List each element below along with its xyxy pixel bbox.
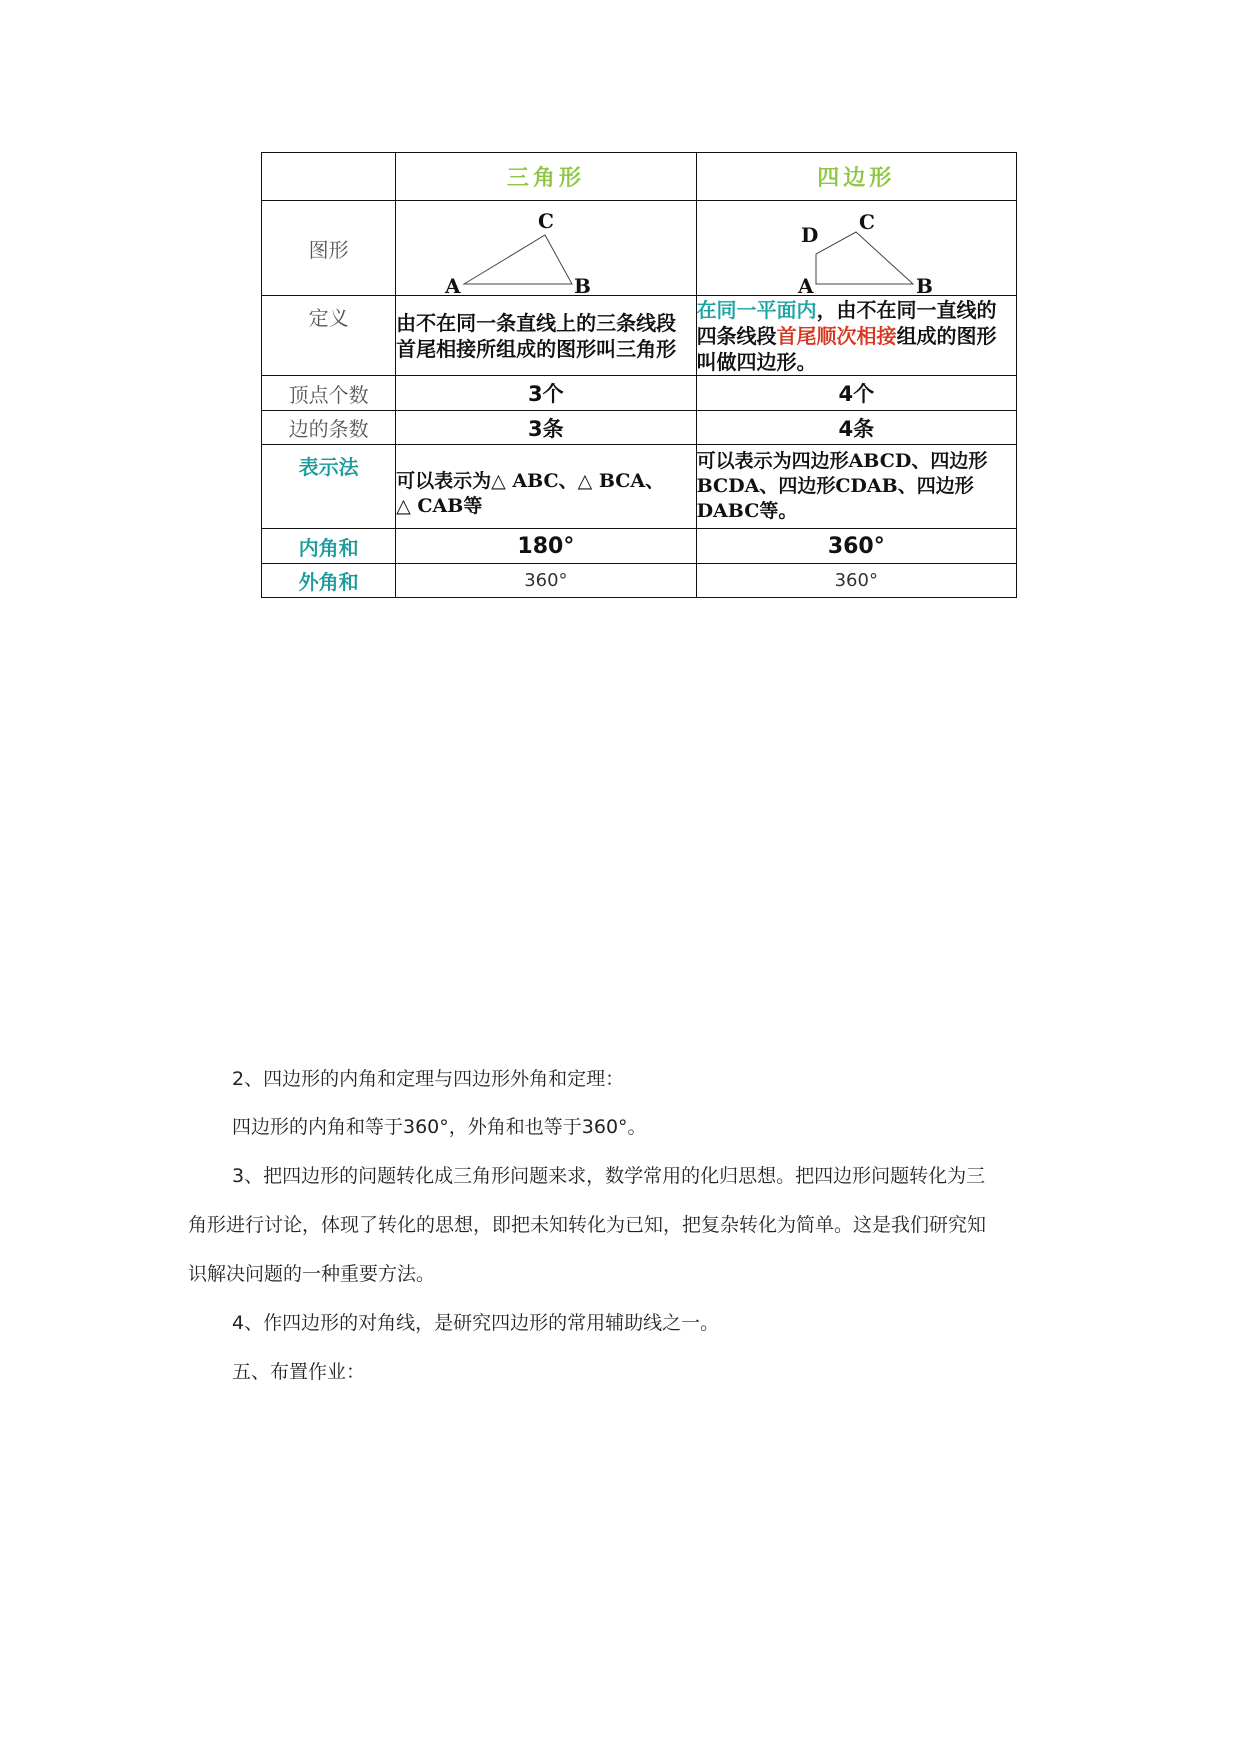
notation-label: 表示法: [262, 445, 396, 529]
quadrilateral-shape: [816, 232, 913, 284]
vertex-label-c: C: [858, 210, 875, 234]
vertex-label-b: B: [574, 274, 592, 294]
paragraph-conversion-line1: 3、把四边形的问题转化成三角形问题来求，数学常用的化归思想。把四边形问题转化为三: [232, 1165, 986, 1187]
side-count-row: [262, 411, 1017, 445]
triangle-definition: 由不在同一条直线上的三条线段首尾相接所组成的图形叫三角形: [396, 296, 696, 376]
figure-row: [262, 201, 1017, 296]
definition-text: 组成的图形叫做四边形。: [696, 323, 997, 374]
definition-highlight-plane: 在同一平面内: [696, 297, 817, 322]
triangle-side-count: 3条: [396, 411, 696, 445]
paragraph-diagonal: 4、作四边形的对角线，是研究四边形的常用辅助线之一。: [232, 1312, 720, 1334]
header-row: [262, 153, 1017, 201]
triangle-shape: [464, 235, 572, 284]
vertex-count-label: 顶点个数: [262, 376, 396, 411]
triangle-notation: [396, 445, 696, 529]
vertex-label-a: A: [797, 274, 814, 294]
quad-exterior-sum: 360°: [696, 564, 1016, 598]
quad-definition: [696, 296, 1016, 376]
header-triangle: 三角形: [396, 153, 696, 201]
section-homework-heading: 五、布置作业：: [232, 1361, 366, 1383]
definition-row: [262, 296, 1017, 376]
quad-vertex-count: 4个: [696, 376, 1016, 411]
paragraph-conversion-line2: 角形进行讨论，体现了转化的思想，即把未知转化为已知，把复杂转化为简单。这是我们研究知: [188, 1214, 987, 1236]
quad-figure-cell: [696, 201, 1016, 296]
side-count-label: 边的条数: [262, 411, 396, 445]
definition-text: ，由不在同一直线的四条线段: [696, 297, 997, 348]
interior-angle-row: [262, 529, 1017, 564]
definition-highlight-endpoints: 首尾顺次相接: [776, 323, 897, 348]
triangle-vertex-count: 3个: [396, 376, 696, 411]
vertex-count-row: [262, 376, 1017, 411]
vertex-label-d: D: [800, 223, 818, 247]
exterior-angle-label: 外角和: [262, 564, 396, 598]
empty-corner-cell: [262, 153, 396, 201]
paragraph-conversion-line3: 识解决问题的一种重要方法。: [188, 1263, 436, 1285]
quad-side-count: 4条: [696, 411, 1016, 445]
triangle-notation-line1: 可以表示为△ ABC、△ BCA、: [396, 469, 665, 492]
quad-notation: 可以表示为四边形ABCD、四边形BCDA、四边形CDAB、四边形DABC等。: [696, 445, 1016, 529]
exterior-angle-row: [262, 564, 1017, 598]
notation-row: [262, 445, 1017, 529]
triangle-interior-sum: 180°: [396, 529, 696, 564]
triangle-diagram: [396, 202, 696, 294]
comparison-table: [261, 152, 1017, 598]
interior-angle-label: 内角和: [262, 529, 396, 564]
figure-label: 图形: [262, 201, 396, 296]
vertex-label-c: C: [538, 209, 555, 233]
triangle-figure-cell: [396, 201, 696, 296]
definition-label: 定义: [262, 296, 396, 376]
triangle-exterior-sum: 360°: [396, 564, 696, 598]
paragraph-theorem-title: 2、四边形的内角和定理与四边形外角和定理：: [232, 1068, 625, 1090]
quad-interior-sum: 360°: [696, 529, 1016, 564]
vertex-label-b: B: [915, 274, 933, 294]
paragraph-angle-sums: 四边形的内角和等于360°，外角和也等于360°。: [232, 1116, 647, 1138]
quadrilateral-diagram: [697, 202, 1017, 294]
vertex-label-a: A: [445, 274, 461, 294]
header-quadrilateral: 四边形: [696, 153, 1016, 201]
triangle-notation-line2: △ CAB等: [396, 494, 483, 517]
